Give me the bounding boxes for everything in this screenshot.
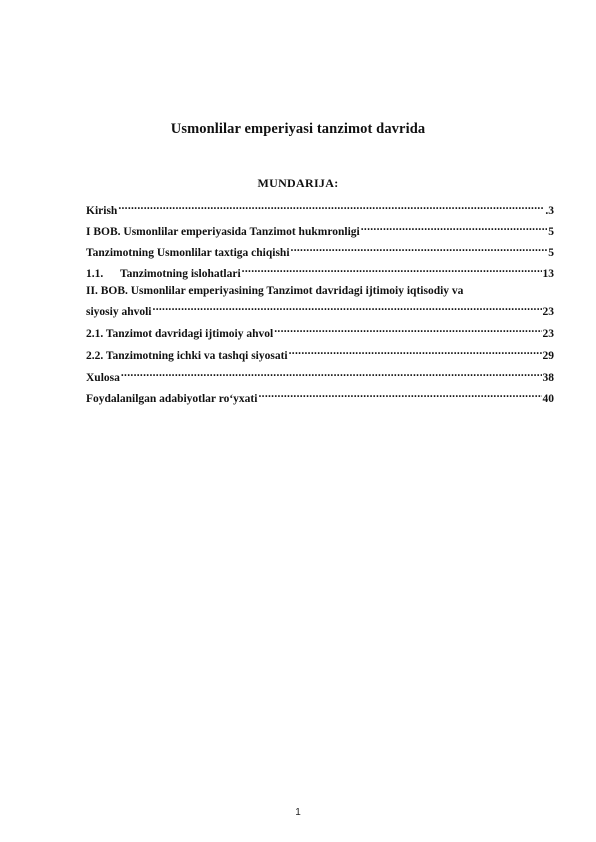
toc-section-number: 1.1.: [86, 268, 104, 280]
toc-section-title: Tanzimotning islohatlari: [120, 268, 241, 280]
toc-entry-page: 13: [542, 268, 554, 280]
toc-entry-chapter-2: [86, 283, 554, 318]
toc-entry-label: 2.2. Tanzimotning ichki va tashqi siyosati: [86, 350, 288, 362]
toc-leader-dots: [242, 261, 542, 277]
table-of-contents: [86, 198, 554, 405]
toc-leader-dots: [274, 321, 541, 337]
toc-entry-page: 38: [542, 372, 554, 384]
page-number: 1: [295, 807, 301, 818]
document-title: Usmonlilar emperiyasi tanzimot davrida: [170, 121, 426, 137]
toc-leader-dots: [291, 240, 548, 256]
toc-entry-page: 40: [542, 393, 554, 405]
toc-entry-label: Foydalanilgan adabiyotlar ro‘yxati: [86, 393, 258, 405]
toc-entry-page: 23: [542, 306, 554, 318]
toc-entry-chapter-1: [86, 219, 554, 238]
toc-entry-label: [86, 266, 241, 282]
toc-entry-page: .3: [545, 205, 554, 217]
toc-entry-label: Kirish: [86, 205, 118, 217]
toc-entry-label-line1: II. BOB. Usmonlilar emperiyasining Tanzimot davridagi ijtimoiy iqtisodiy va: [86, 285, 464, 297]
toc-leader-dots: [289, 343, 542, 359]
toc-entry-label-line2: siyosiy ahvoli: [86, 306, 152, 318]
toc-heading: MUNDARIJA:: [257, 176, 339, 190]
toc-entry-page: 29: [542, 350, 554, 362]
toc-entry-page: 5: [548, 247, 554, 259]
toc-entry-adabiyotlar: [86, 386, 554, 405]
toc-entry-label: Tanzimotning Usmonlilar taxtiga chiqishi: [86, 247, 290, 259]
toc-entry-page: 23: [542, 328, 554, 340]
toc-entry-xulosa: [86, 365, 554, 384]
toc-entry-label: 2.1. Tanzimot davridagi ijtimoiy ahvol: [86, 328, 274, 340]
toc-entry-taxtiga-chiqishi: [86, 240, 554, 259]
toc-entry-kirish: [86, 198, 554, 217]
toc-leader-dots: [361, 219, 548, 235]
toc-leader-dots: [258, 386, 541, 402]
toc-entry-line2: [86, 299, 554, 318]
toc-leader-dots: [118, 198, 544, 214]
toc-entry-section-1-1: [86, 261, 554, 280]
toc-entry-page: 5: [548, 226, 554, 238]
toc-leader-dots: [121, 365, 542, 381]
toc-entry-section-2-2: [86, 343, 554, 362]
toc-leader-dots: [153, 299, 542, 315]
toc-entry-section-2-1: [86, 321, 554, 340]
toc-entry-label: I BOB. Usmonlilar emperiyasida Tanzimot hukmronligi: [86, 226, 360, 238]
toc-entry-label: Xulosa: [86, 372, 120, 384]
